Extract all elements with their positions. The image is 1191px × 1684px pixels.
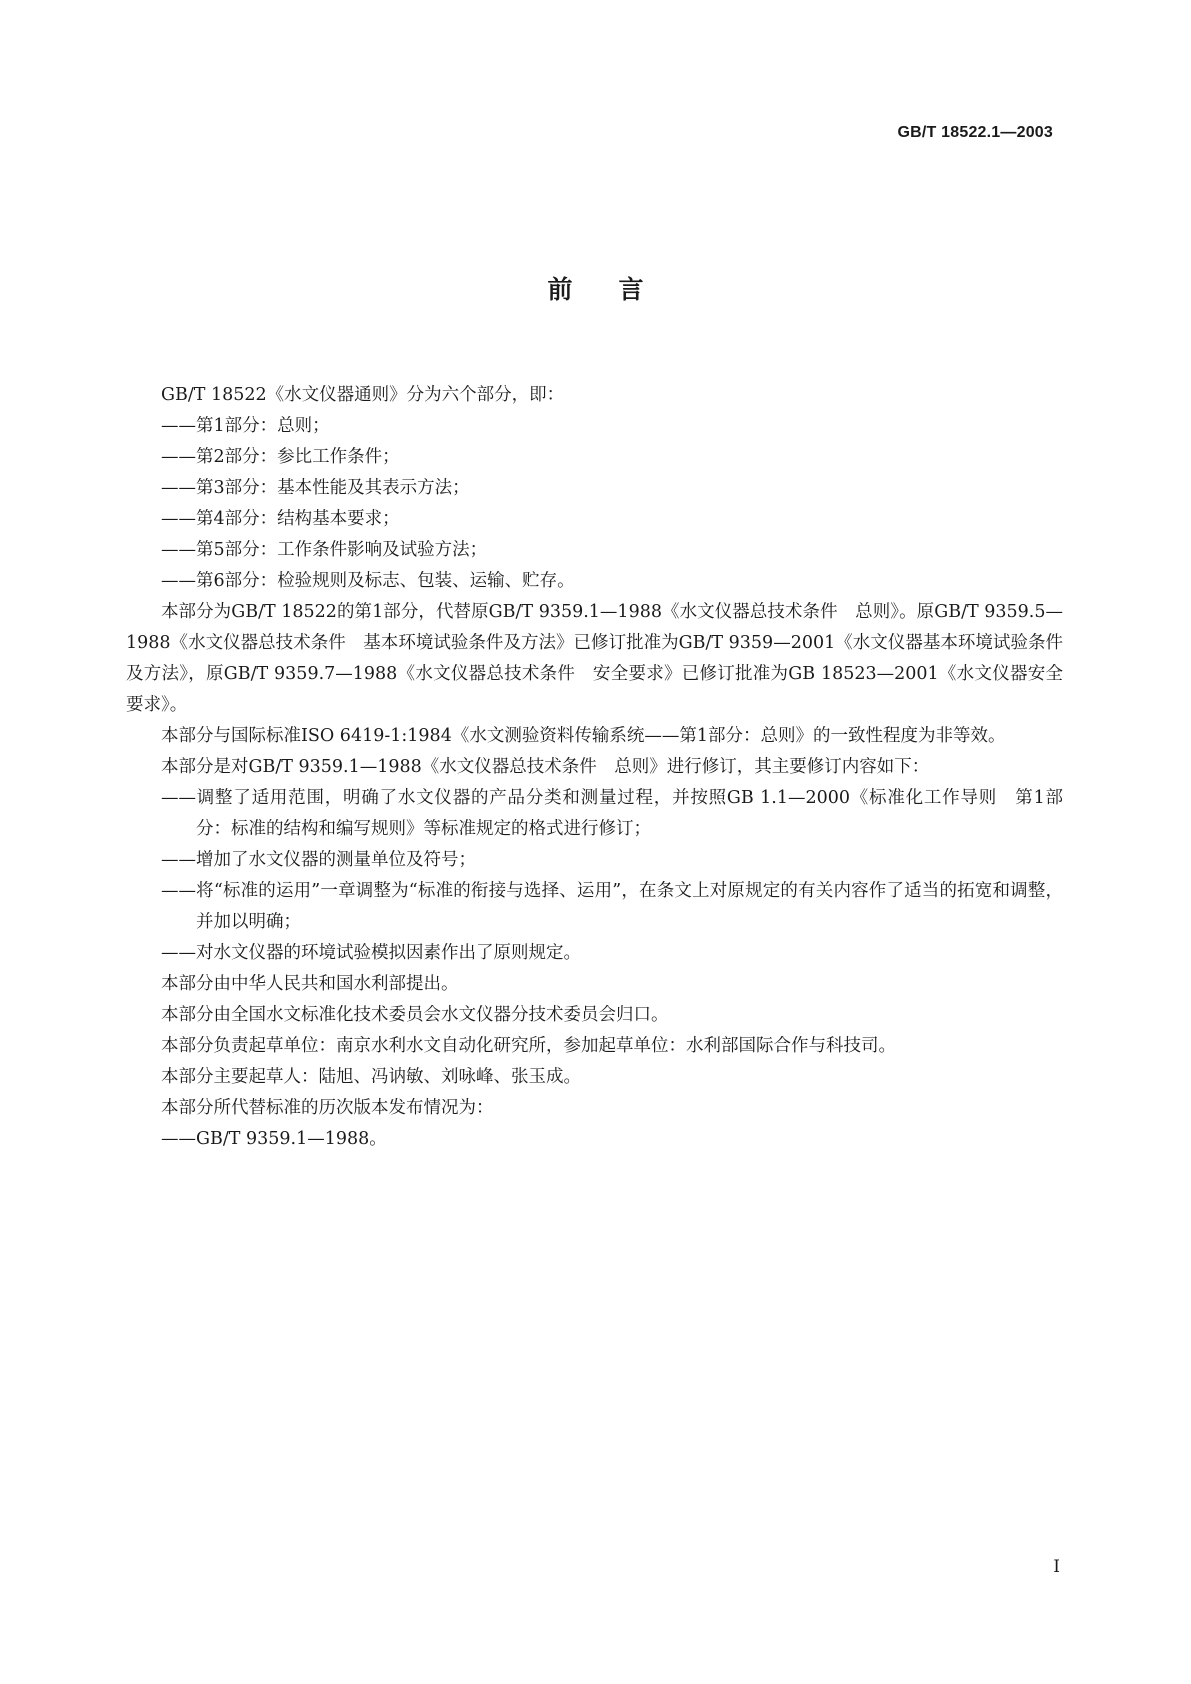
paragraph-history-intro: 本部分所代替标准的历次版本发布情况为： [161,1098,494,1118]
revision-list-item: ——对水文仪器的环境试验模拟因素作出了原则规定。 [161,943,581,963]
part-list-item: ——第4部分：结构基本要求； [161,509,400,529]
paragraph-centralized: 本部分由全国水文标准化技术委员会水文仪器分技术委员会归口。 [161,1005,669,1025]
paragraph-drafting-units: 本部分负责起草单位：南京水利水文自动化研究所，参加起草单位：水利部国际合作与科技司。 [161,1036,896,1056]
paragraph-drafters: 本部分主要起草人：陆旭、冯讷敏、刘咏峰、张玉成。 [161,1067,581,1087]
revision-list-item: ——将“标准的运用”一章调整为“标准的衔接与选择、运用”，在条文上对原规定的有关内容作了适当的拓宽和调整，并加以明确； [161,881,1063,932]
revision-list-item: ——调整了适用范围，明确了水文仪器的产品分类和测量过程，并按照GB 1.1—2000《标准化工作导则 第1部分：标准的结构和编写规则》等标准规定的格式进行修订； [161,788,1063,839]
part-list-item: ——第3部分：基本性能及其表示方法； [161,478,470,498]
paragraph-revision-intro: 本部分是对GB/T 9359.1—1988《水文仪器总技术条件 总则》进行修订，其主要修订内容如下： [161,757,930,777]
part-list-item: ——第5部分：工作条件影响及试验方法； [161,540,488,560]
paragraph-proposer: 本部分由中华人民共和国水利部提出。 [161,974,459,994]
page-title: 前言 [547,275,690,304]
standard-code: GB/T 18522.1—2003 [897,124,1053,141]
history-list-item: ——GB/T 9359.1—1988。 [161,1129,387,1149]
paragraph-replacement: 本部分为GB/T 18522的第1部分，代替原GB/T 9359.1—1988《水文仪器总技术条件 总则》。原GB/T 9359.5—1988《水文仪器总技术条件 基本环境试验条件及方法》已修订批准为GB/T 9359—2001《水文仪器基本环境试验条件及方法》，原GB/T 9359.7—1988《水文仪器总技术条件 安全要求》已修订批准为GB 18523—2001《水文仪器安全要求》。 [126,602,1063,715]
revision-list-item: ——增加了水文仪器的测量单位及符号； [161,850,476,870]
part-list-item: ——第1部分：总则； [161,416,330,436]
paragraph-intro: GB/T 18522《水文仪器通则》分为六个部分，即： [161,385,565,405]
paragraph-iso-consistency: 本部分与国际标准ISO 6419-1:1984《水文测验资料传输系统——第1部分：总则》的一致性程度为非等效。 [161,726,1006,746]
part-list-item: ——第6部分：检验规则及标志、包装、运输、贮存。 [161,571,575,591]
page-number: I [1053,1557,1060,1577]
part-list-item: ——第2部分：参比工作条件； [161,447,400,467]
foreword-body [126,380,1063,1155]
